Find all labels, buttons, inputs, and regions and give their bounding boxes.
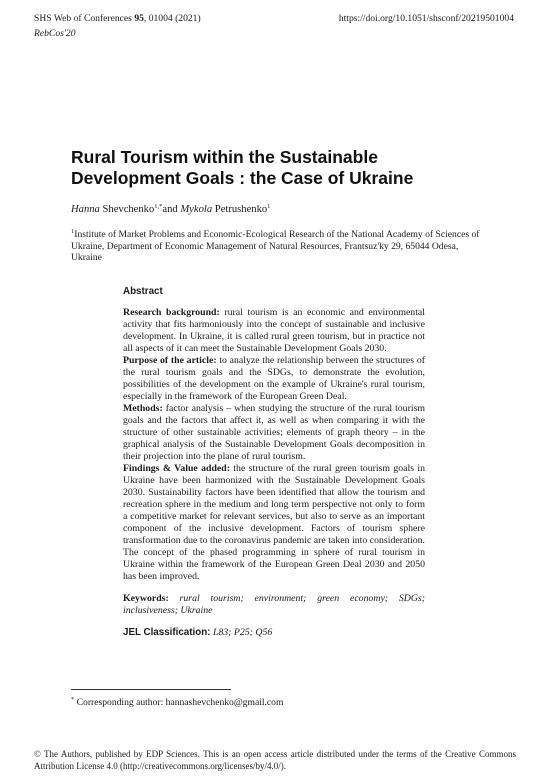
background-label: Research background:: [123, 307, 220, 318]
author-2-last-name: Petrushenko: [214, 204, 268, 215]
paper-title: Rural Tourism within the Sustainable Development Goals : the Case of Ukraine: [71, 147, 414, 188]
abstract-purpose: [123, 355, 425, 403]
abstract-background: [123, 307, 425, 355]
author-2-first-name: Mykola: [180, 204, 213, 215]
corresponding-author: Corresponding author: hannashevchenko@gmail.com: [76, 697, 284, 708]
author-1-last-name: Shevchenko: [102, 204, 155, 215]
methods-text: factor analysis – when studying the structure of the rural tourism goals and the factors that affect it, as well as when comparing it with the structure of other sustainable activities; elements of graph theory – in the graphical analysis of the Sustainable Development Goals decomposition in their projection into the plane of rural tourism.: [123, 403, 425, 462]
footnote-mark: *: [71, 696, 75, 703]
journal-name: SHS Web of Conferences: [34, 13, 132, 24]
keywords-label: Keywords:: [123, 593, 169, 604]
abstract-heading: Abstract: [123, 286, 163, 297]
author-1-affiliation-mark: 1,*: [154, 203, 163, 210]
purpose-label: Purpose of the article:: [123, 355, 217, 366]
jel-label: JEL Classification:: [123, 627, 211, 638]
abstract-methods: [123, 403, 425, 463]
abstract-findings: [123, 463, 425, 583]
affiliation-mark: 1: [71, 228, 75, 235]
findings-label: Findings & Value added:: [123, 463, 230, 474]
author-line: [71, 203, 270, 215]
footnote: [71, 696, 283, 708]
copyright-notice: © The Authors, published by EDP Sciences. This is an open access article distributed under the terms of the Creative Commons Attribution License 4.0 (http://creativecommons.org/licenses/by/4.0/).: [34, 749, 516, 771]
author-2-affiliation-mark: 1: [267, 203, 271, 210]
author-connector: and: [162, 204, 178, 215]
jel-codes: L83; P25; Q56: [212, 627, 273, 638]
findings-text: the structure of the rural green tourism goals in Ukraine have been harmonized with the Sustainable Development Goals 2030. Sustainability factors have been identified that allow the tourism and recreation sphere in the medium and long term perspective not only to form a competitive market for relevant services, but also to serve as an important component of the inclusive development. Factors of tourism sphere transformation due to the coronavirus pandemic are taken into consideration. The concept of the phased programming in sphere of rural tourism in Ukraine within the framework of the European Green Deal 2030 and 2050 has been improved.: [123, 463, 426, 582]
keywords-text: rural tourism; environment; green economy; SDGs; inclusiveness; Ukraine: [123, 593, 426, 616]
abstract-section: [123, 286, 425, 638]
jel-classification: [123, 627, 425, 638]
methods-label: Methods:: [123, 403, 163, 414]
doi-link[interactable]: https://doi.org/10.1051/shsconf/20219501004: [338, 13, 514, 24]
affiliation: [71, 226, 491, 264]
affiliation-text: Institute of Market Problems and Economic-Ecological Research of the National Academy of Sciences of Ukraine, Department of Economic Management of Natural Resources, Frantsuz'ky 29, 65044 Odesa, Ukraine: [71, 229, 480, 264]
background-text: rural tourism is an economic and environmental activity that fits harmoniously into the concept of sustainable and inclusive development. In Ukraine, it is called rural green tourism, but in practice not all aspects of it can meet the Sustainable Development Goals 2030.: [123, 307, 426, 354]
conference-name: RebCos'20: [34, 28, 76, 39]
running-header-left: [34, 13, 201, 24]
keywords: [123, 593, 425, 617]
article-number-year: , 01004 (2021): [143, 13, 201, 24]
footnote-rule: [71, 689, 231, 690]
journal-volume: 95: [134, 13, 144, 24]
author-1-first-name: Hanna: [71, 204, 100, 215]
purpose-text: to analyze the relationship between the structures of the rural tourism goals and the SDGs, to demonstrate the evolution, possibilities of the development on the example of Ukraine's rural tourism, especially in the framework of the European Green Deal.: [123, 355, 425, 402]
